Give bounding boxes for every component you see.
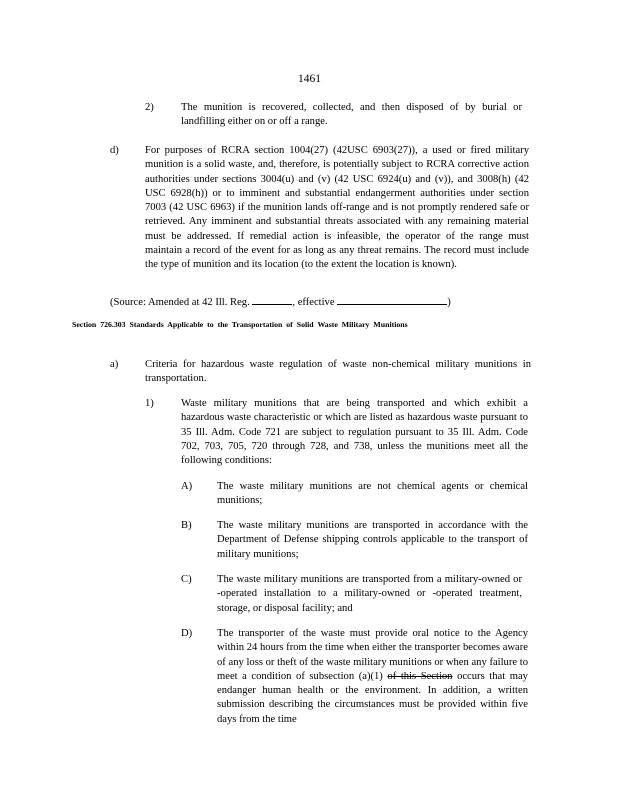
item-label: a): [110, 359, 119, 370]
item-label: 2): [145, 102, 154, 113]
reg-blank: [252, 294, 292, 305]
effective-blank: [337, 294, 447, 305]
section-heading: Section 726.303 Standards Applicable to the Transportation of Solid Waste Military Munitions: [72, 320, 408, 329]
struck-text: of this Section: [387, 670, 453, 682]
source-note: [110, 294, 451, 310]
item-label: B): [181, 520, 192, 531]
page-number: 1461: [298, 73, 321, 85]
source-mid: , effective: [292, 297, 335, 308]
item-text: The waste military munitions are not chemical agents or chemical munitions;: [217, 481, 528, 507]
d-text-part-1: The transporter of the waste must provide oral notice to the Agency within 24 hours from the time when either the transporter becomes aware of any loss or theft of the waste military munitions or when any failure to meet a condition of subsection (a)(1): [217, 628, 528, 682]
source-prefix: (Source: Amended at 42 Ill. Reg.: [110, 297, 250, 308]
item-text: Waste military munitions that are being transported and which exhibit a hazardous waste characteristic or which are listed as hazardous waste pursuant to 35 Ill. Adm. Code 721 are subject to regulation pursuant to 35 Ill. Adm. Code 702, 703, 705, 720 through 728, and 738, unless the munitions meet all the following conditions:: [181, 398, 528, 467]
item-label: C): [181, 574, 192, 585]
item-text: [217, 627, 528, 727]
item-text: The waste military munitions are transported in accordance with the Department of Defense shipping controls applicable to the transport of military munitions;: [217, 520, 528, 560]
d-text-part-2: occurs that may endanger human health or the environment. In addition, a written submission describing the circumstances must be provided within five days from the time: [217, 670, 528, 725]
item-label: A): [181, 481, 193, 492]
source-end: ): [447, 297, 451, 308]
item-label: 1): [145, 398, 154, 409]
item-text: The waste military munitions are transported from a military-owned or -operated installation to a military-owned or -operated treatment, storage, or disposal facility; and: [217, 574, 522, 614]
item-text: For purposes of RCRA section 1004(27) (42USC 6903(27)), a used or fired military munition is a solid waste, and, therefore, is potentially subject to RCRA corrective action authorities under sections 3004(u) and (v) (42 USC 6924(u) and (v)), and 3008(h) (42 USC 6928(h)) or to imminent and substantial endangerment authorities under section 7003 (42 USC 6963) if the munition lands off-range and is not promptly rendered safe or retrieved. Any imminent and substantial threats associated with any remaining material must be addressed. If remedial action is infeasible, the operator of the range must maintain a record of the event for as long as any threat remains. The record must include the type of munition and its location (to the extent the location is known).: [145, 145, 529, 271]
item-text: Criteria for hazardous waste regulation of waste non-chemical military munitions in transportation.: [145, 359, 531, 385]
item-text: The munition is recovered, collected, and then disposed of by burial or landfilling either on or off a range.: [181, 102, 522, 128]
item-label: D): [181, 628, 193, 639]
item-label: d): [110, 145, 119, 156]
